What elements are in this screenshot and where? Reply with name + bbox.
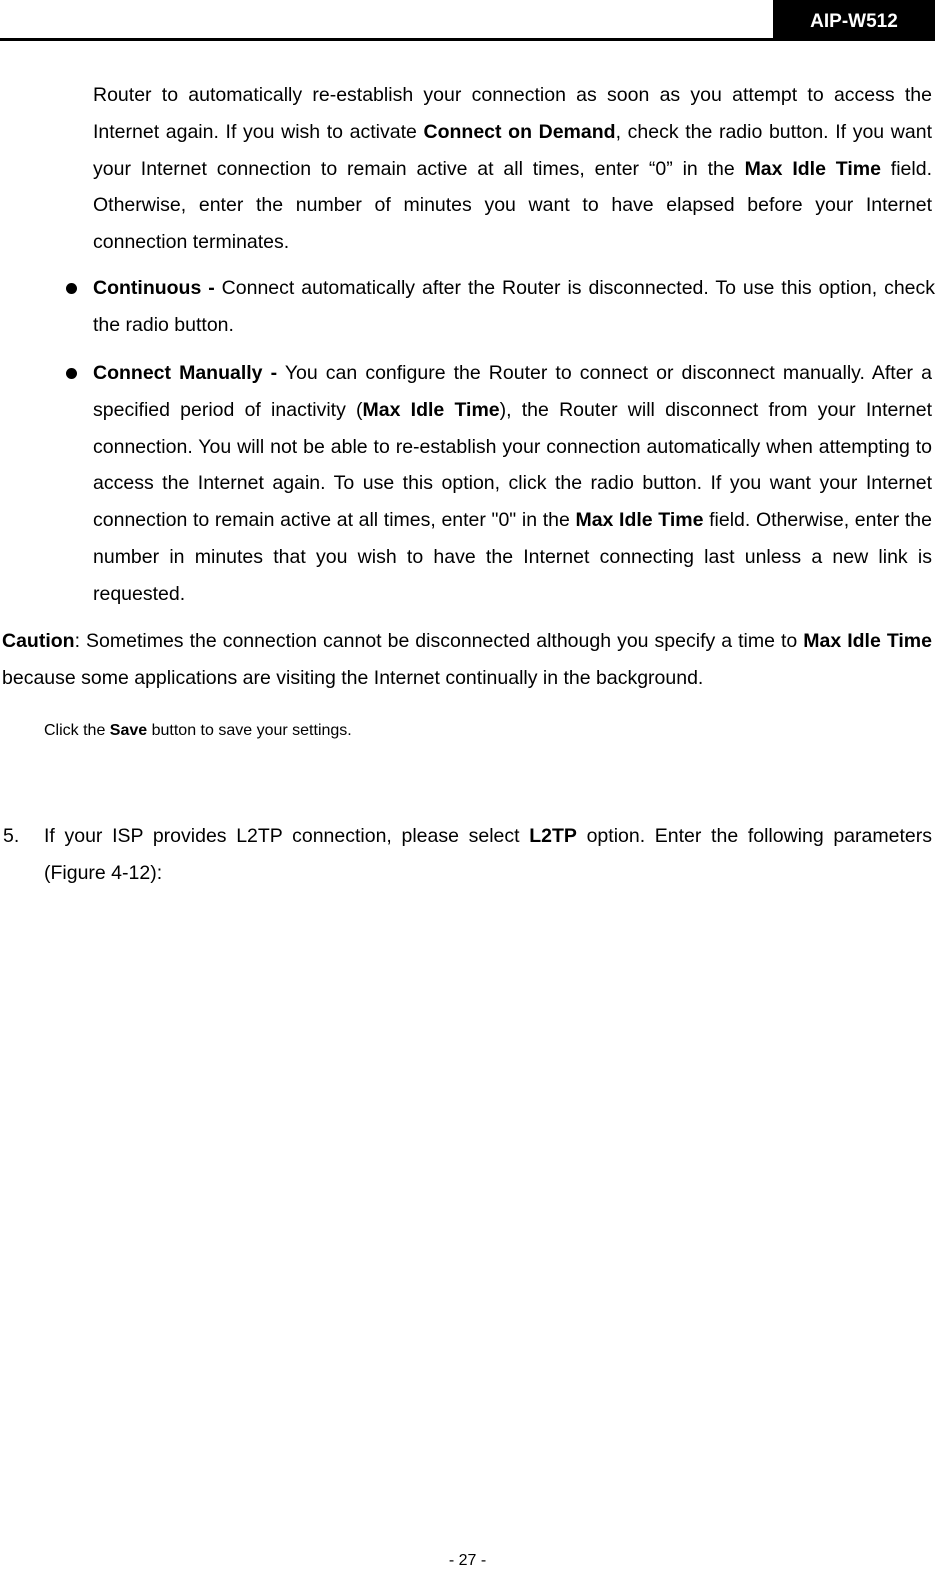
page-number: - 27 - <box>448 1552 487 1569</box>
intro-paragraph: Router to automatically re-establish your connection as soon as you attempt to access the Internet again. If you wish to activate Connect on Demand, check the radio button. If you want your Internet connection to remain active at all times, enter “0” in the Max Idle Time field. Otherwise, enter the number of minutes you want to have elapsed before your Internet connection terminates. <box>93 84 932 254</box>
bullet-dot-icon <box>66 368 77 379</box>
save-note: Click the Save button to save your settings. <box>44 722 352 739</box>
bullet-connect-manually: Connect Manually - You can configure the Router to connect or disconnect manually. After a specified period of inactivity (Max Idle Time), the Router will disconnect from your Internet connection. You will not be able to re-establish your connection automatically when attempting to access the Internet again. To use this option, click the radio button. If you want your Internet connection to remain active at all times, enter "0" in the Max Idle Time field. Otherwise, enter the number in minutes that you wish to have the Internet connecting last unless a new link is requested. <box>93 362 932 605</box>
step-number: 5. <box>3 825 20 847</box>
step-5-paragraph: If your ISP provides L2TP connection, please select L2TP option. Enter the following parameters (Figure 4-12): <box>44 825 932 884</box>
caution-paragraph: Caution: Sometimes the connection cannot be disconnected although you specify a time to Max Idle Time because some applications are visiting the Internet continually in the background. <box>2 630 932 689</box>
bullet-continuous: Continuous - Connect automatically after the Router is disconnected. To use this option, check the radio button. <box>93 277 936 336</box>
model-label: AIP-W512 <box>773 0 935 40</box>
bullet-dot-icon <box>66 283 77 294</box>
